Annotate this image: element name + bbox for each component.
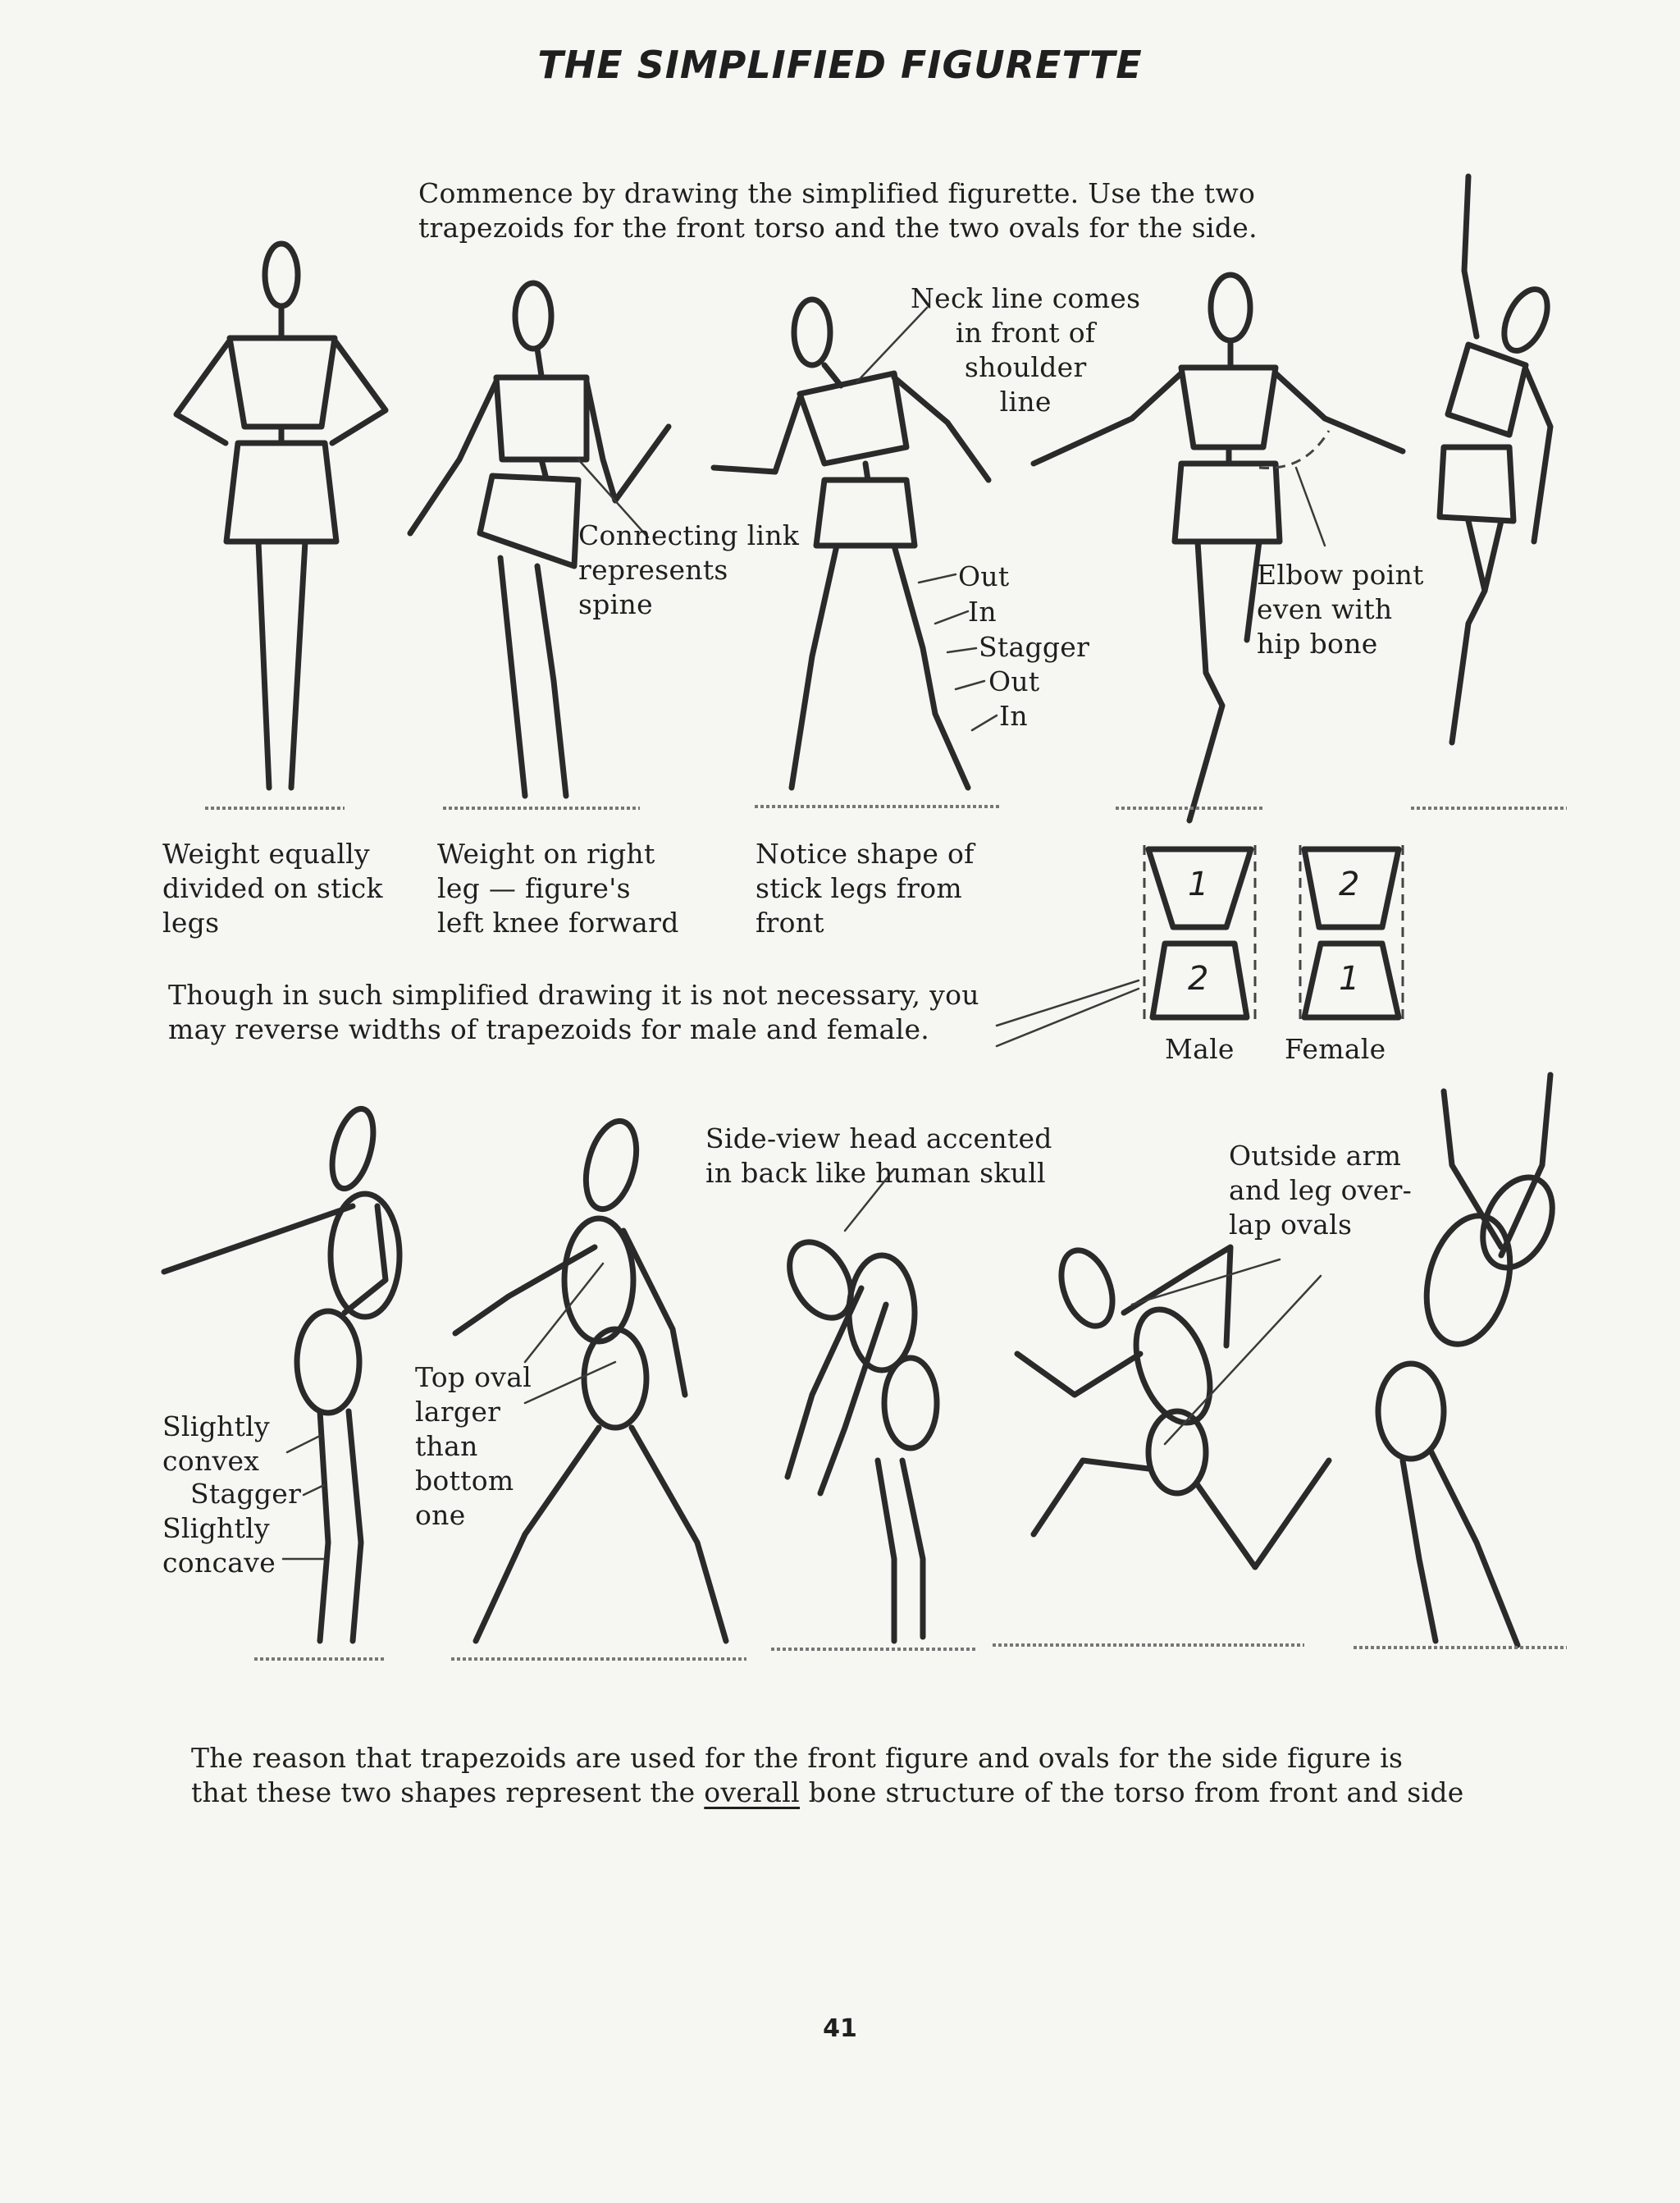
figure-arm-raised	[1440, 176, 1556, 743]
page-title: THE SIMPLIFIED FIGURETTE	[537, 43, 1143, 87]
stagger-side-label: Stagger	[190, 1478, 302, 1510]
male-label: Male	[1165, 1033, 1235, 1065]
top-oval-annotation: Top oval larger than bottom one	[415, 1361, 532, 1531]
footer-line-1: The reason that trapezoids are used for the front figure and ovals for the side figure is	[191, 1742, 1404, 1774]
male-top-number: 1	[1188, 866, 1209, 903]
leg-out-label-1: Out	[958, 560, 1010, 592]
female-bottom-number: 1	[1339, 960, 1360, 998]
female-label: Female	[1285, 1033, 1386, 1065]
intro-text: Commence by drawing the simplified figurette. Use the two trapezoids for the front torso and the two ovals for the side.	[418, 177, 1258, 244]
connecting-link-annotation: Connecting link represents spine	[578, 519, 800, 620]
figure-standing-equal	[176, 244, 386, 788]
slightly-convex-label: Slightly convex	[162, 1410, 270, 1477]
female-top-number: 2	[1339, 866, 1360, 903]
caption-weight-right: Weight on right leg — figure's left knee forward	[437, 838, 679, 939]
leg-out-label-2: Out	[988, 665, 1040, 697]
footer-post: bone structure of the torso from front and side	[799, 1776, 1464, 1808]
footer-line-2	[191, 1776, 1464, 1810]
leg-in-label-2: In	[999, 700, 1028, 732]
caption-weight-equal: Weight equally divided on stick legs	[162, 838, 383, 939]
figure-side-bending	[777, 1232, 937, 1641]
neck-line-annotation: Neck line comes in front of shoulder line	[911, 282, 1141, 418]
page-number: 41	[823, 2014, 857, 2043]
side-view-head-annotation: Side-view head accented in back like human skull	[705, 1122, 1052, 1189]
male-bottom-number: 2	[1188, 960, 1209, 998]
footer-underlined-word: overall	[704, 1776, 800, 1808]
leg-in-label-1: In	[968, 596, 997, 628]
caption-notice-legs: Notice shape of stick legs from front	[756, 838, 975, 939]
footer-pre: that these two shapes represent the	[191, 1776, 705, 1808]
elbow-point-annotation: Elbow point even with hip bone	[1257, 559, 1424, 660]
leg-stagger-label: Stagger	[979, 631, 1090, 663]
reverse-widths-note: Though in such simplified drawing it is not necessary, you may reverse widths of trapezoids for male and female.	[168, 979, 979, 1045]
slightly-concave-label: Slightly concave	[162, 1512, 276, 1579]
outside-arm-annotation: Outside arm and leg over- lap ovals	[1229, 1140, 1413, 1241]
